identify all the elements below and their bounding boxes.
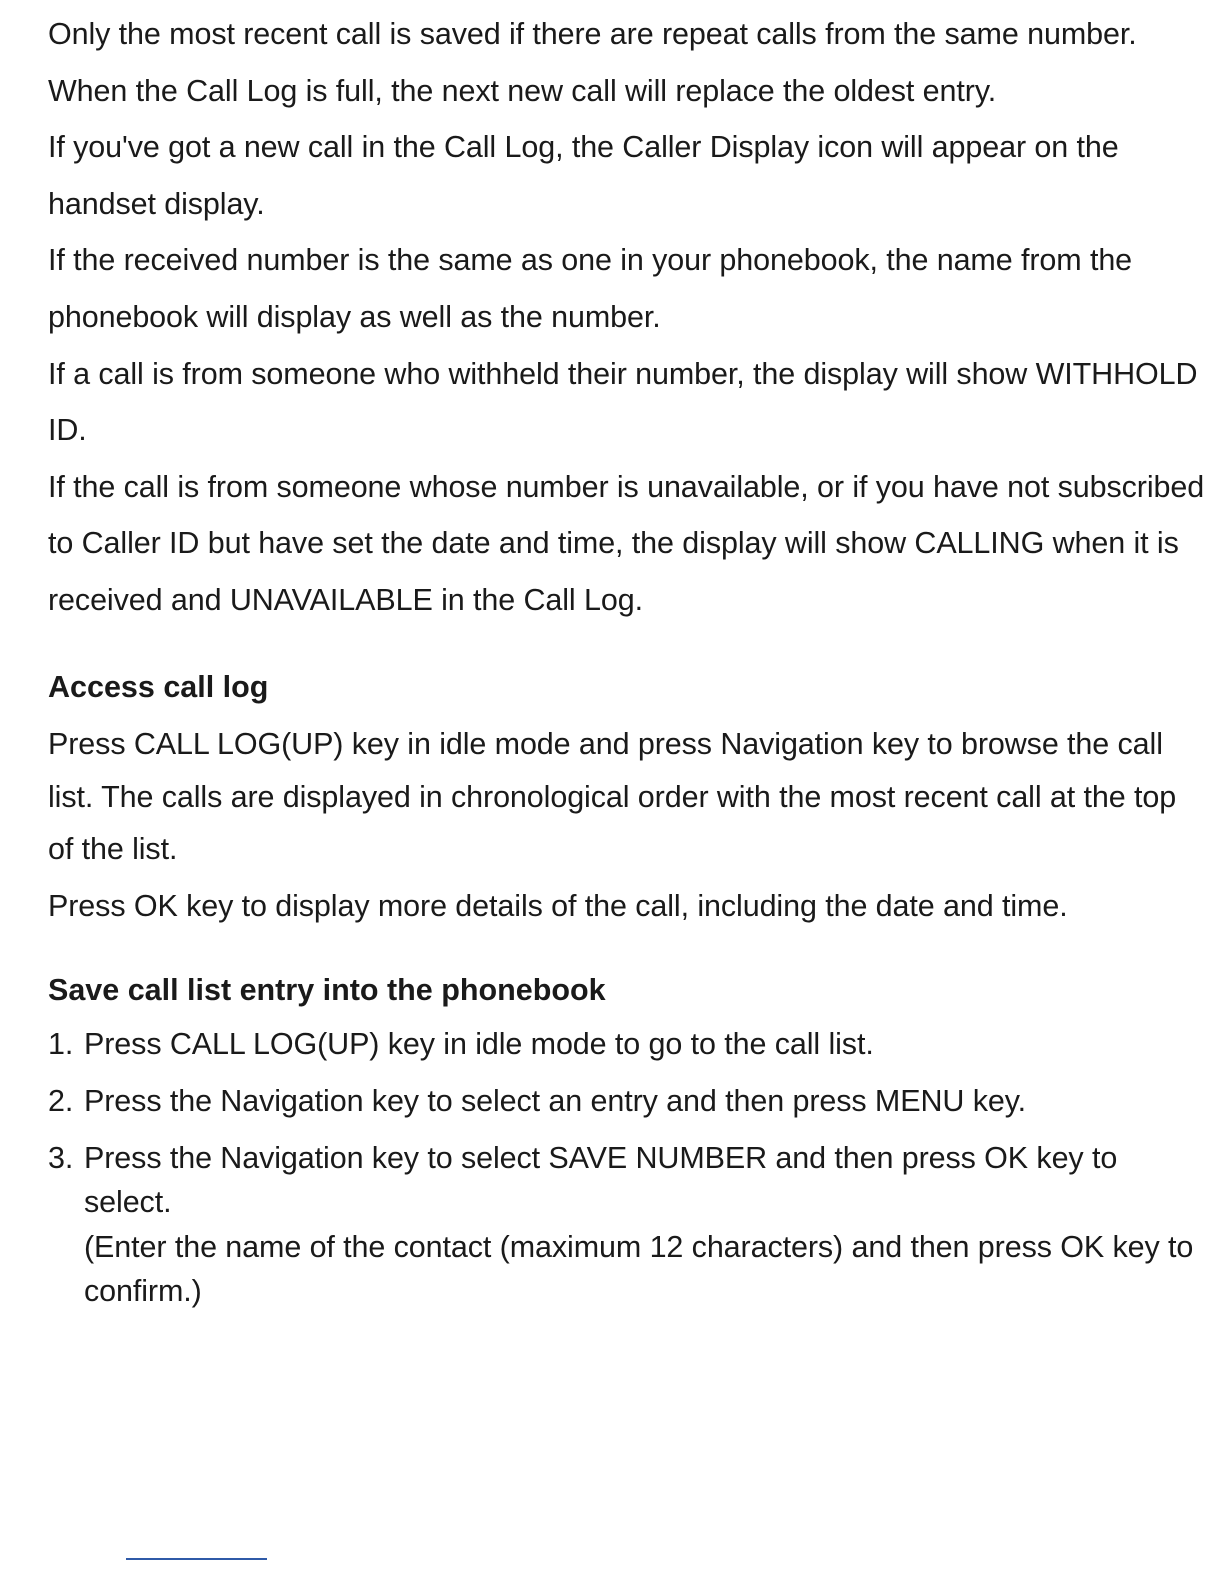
step-number: 2. bbox=[48, 1084, 74, 1118]
list-item bbox=[48, 1022, 1208, 1066]
intro-paragraph: If the received number is the same as one in your phonebook, the name from the phonebook will display as well as the number. bbox=[48, 243, 1133, 334]
intro-section bbox=[48, 0, 1208, 629]
step-number: 3. bbox=[48, 1141, 74, 1175]
access-paragraph: Press OK key to display more details of the call, including the date and time. bbox=[48, 888, 1068, 923]
list-item bbox=[48, 1136, 1208, 1313]
step-number: 1. bbox=[48, 1027, 74, 1061]
step-text: Press CALL LOG(UP) key in idle mode to go to the call list. bbox=[84, 1027, 874, 1061]
access-call-log-body bbox=[48, 718, 1208, 934]
intro-paragraph: If the call is from someone whose number is unavailable, or if you have not subscribed to Caller ID but have set the date and time, the display will show CALLING when it is received and UNAVAILABLE in the Call Log. bbox=[48, 469, 1205, 617]
document-page bbox=[48, 0, 1208, 1308]
access-call-log-heading: Access call log bbox=[48, 670, 269, 704]
step-text: Press the Navigation key to select SAVE NUMBER and then press OK key to select. bbox=[84, 1141, 1118, 1219]
list-item bbox=[48, 1079, 1208, 1123]
footer-divider bbox=[126, 1558, 267, 1560]
intro-paragraph: Only the most recent call is saved if there are repeat calls from the same number. When the Call Log is full, the next new call will replace the oldest entry. bbox=[48, 17, 1137, 108]
step-text: Press the Navigation key to select an entry and then press MENU key. bbox=[84, 1084, 1026, 1118]
step-note: (Enter the name of the contact (maximum 12 characters) and then press OK key to confirm.) bbox=[84, 1230, 1194, 1308]
access-paragraph: Press CALL LOG(UP) key in idle mode and press Navigation key to browse the call list. The calls are displayed in chronological order with the most recent call at the top of the list. bbox=[48, 727, 1177, 866]
intro-paragraph: If you've got a new call in the Call Log, the Caller Display icon will appear on the handset display. bbox=[48, 130, 1119, 221]
save-entry-heading: Save call list entry into the phonebook bbox=[48, 973, 606, 1007]
intro-paragraph: If a call is from someone who withheld their number, the display will show WITHHOLD ID. bbox=[48, 356, 1198, 448]
save-steps-list bbox=[48, 1022, 1208, 1326]
